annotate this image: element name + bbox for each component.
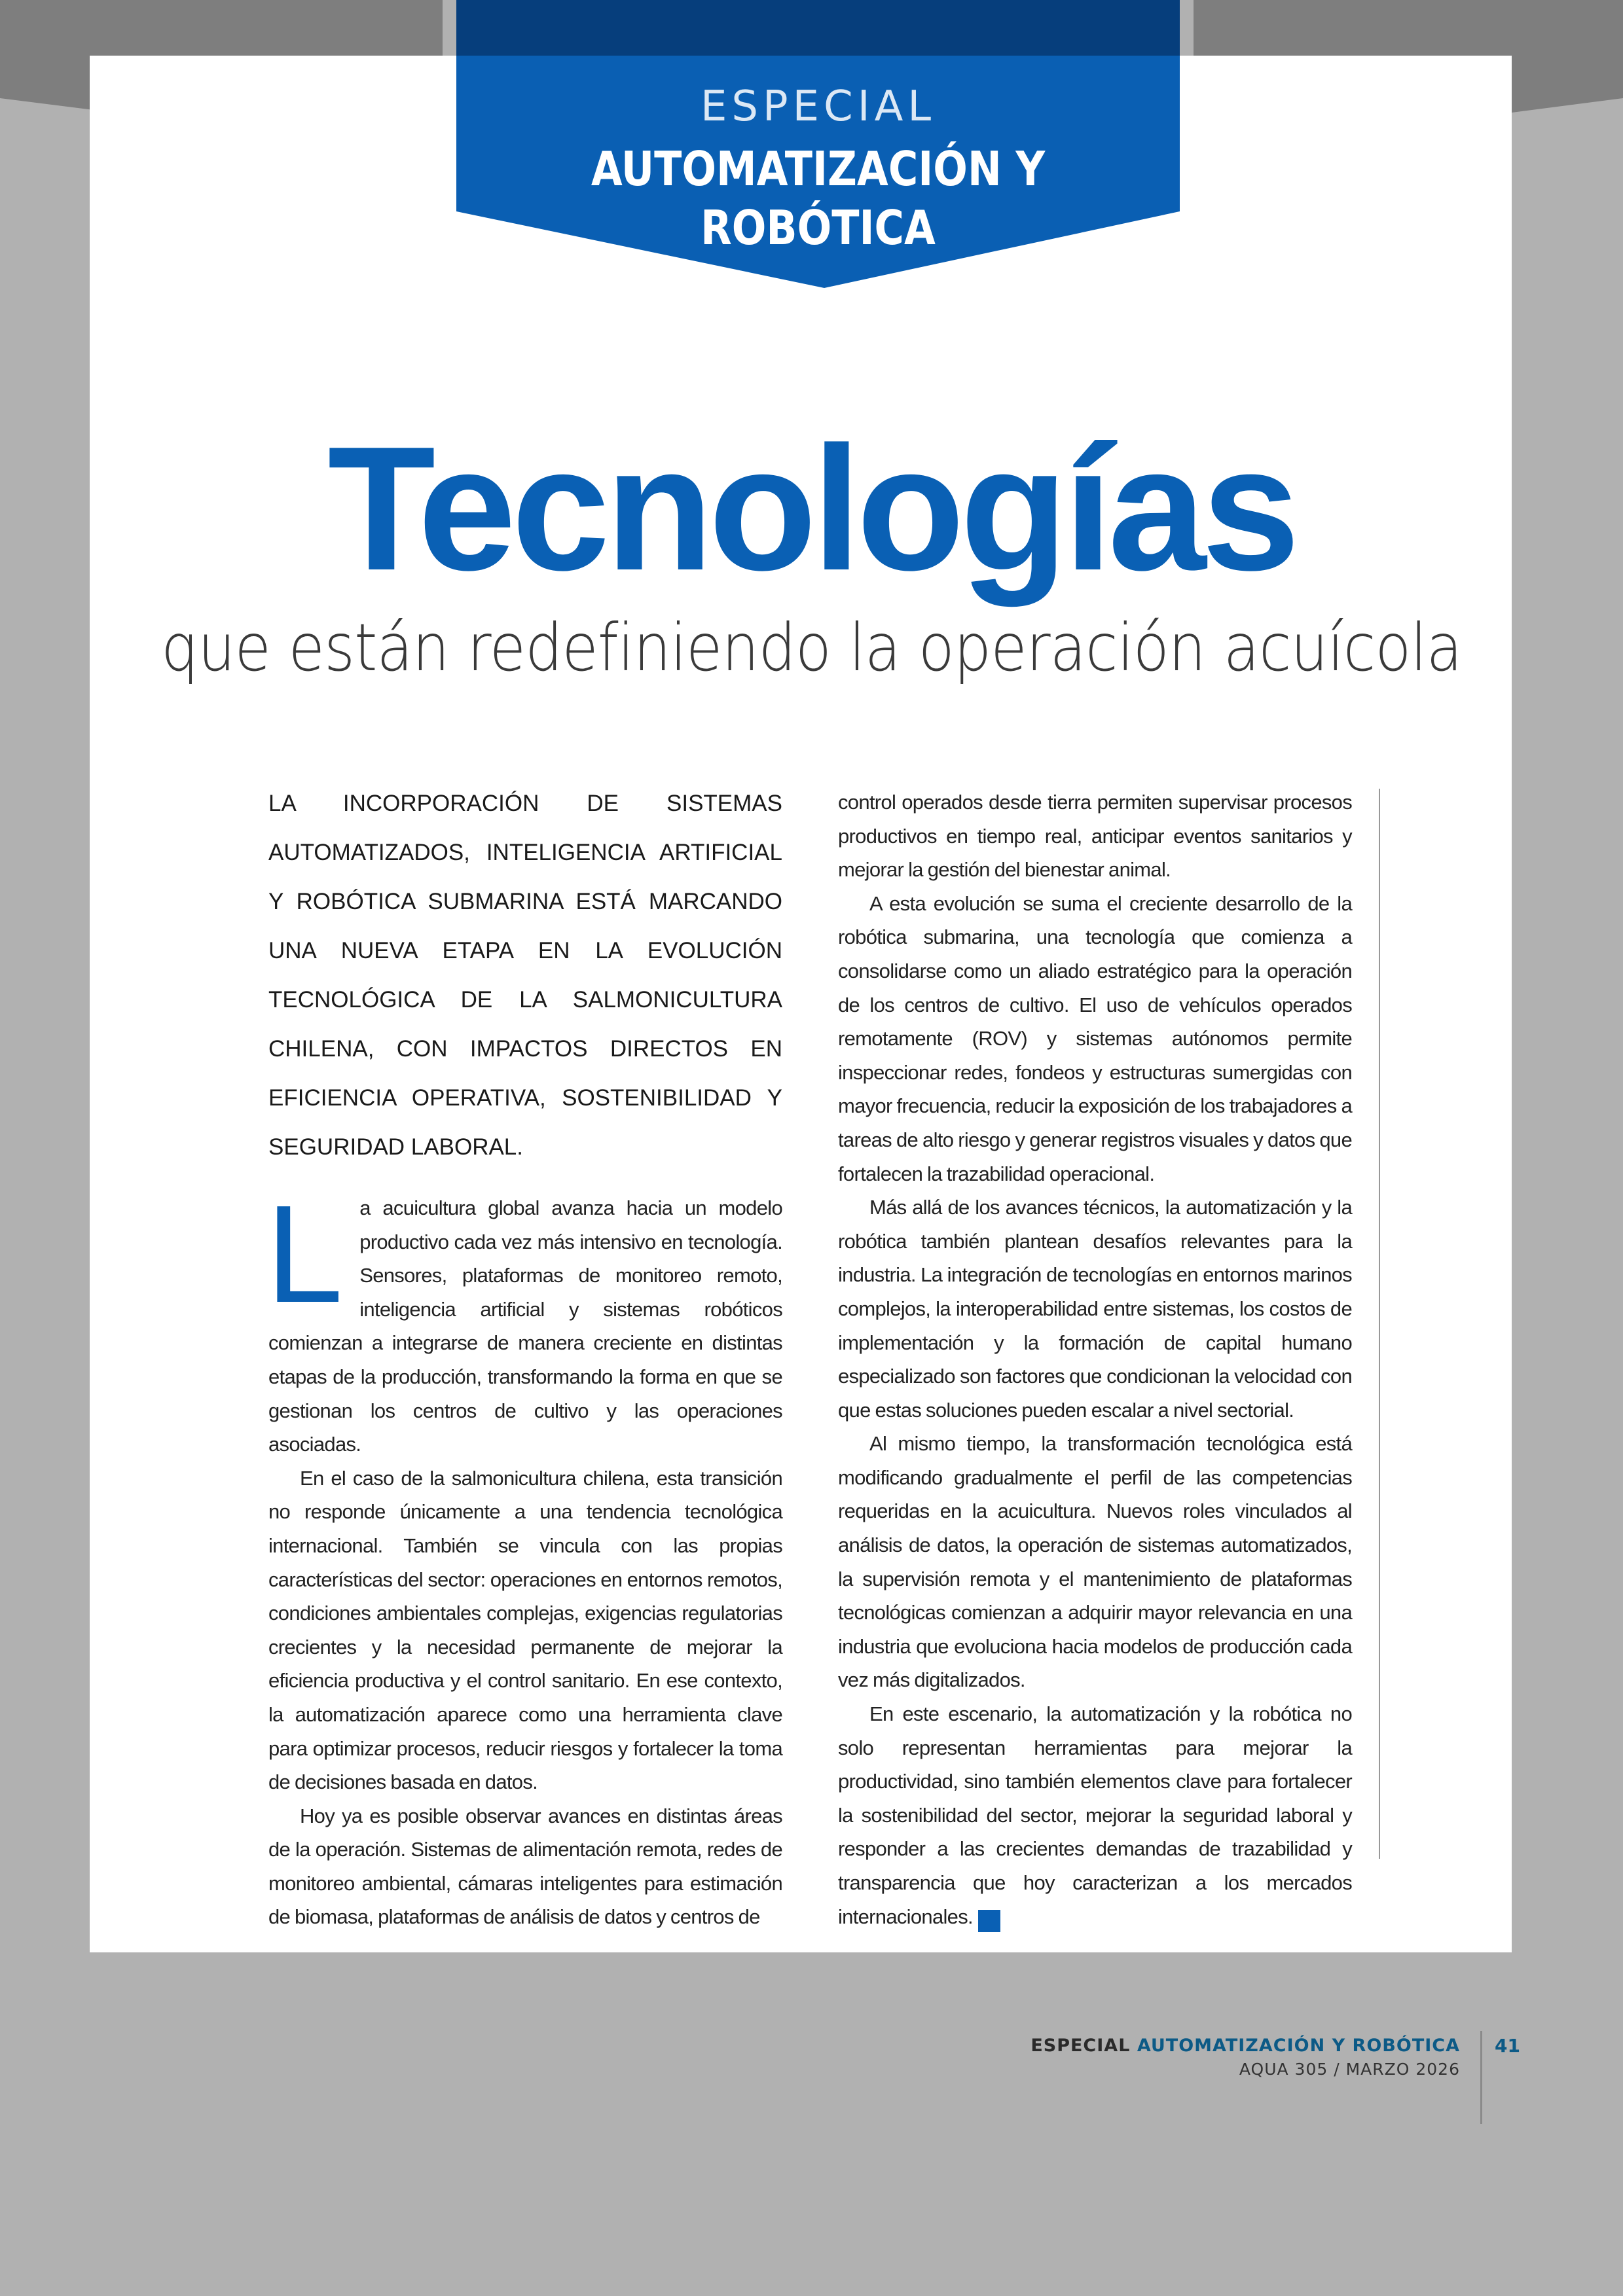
end-mark-icon: Q: [978, 1910, 1000, 1932]
column-rule: [1379, 789, 1380, 1859]
footer-section-topic: AUTOMATIZACIÓN Y ROBÓTICA: [1137, 2036, 1460, 2056]
body-paragraph-5: Más allá de los avances técnicos, la automatización y la robótica también plantean desafíos relevantes para la industria. La integración de tecnologías en entornos marinos complejos, la interoperabilidad entre sistemas, los costos de implementación y la formación de capital humano especializado son factores que condicionan la velocidad con que estas soluciones pueden escalar a nivel sectorial.: [838, 1196, 1352, 1422]
drop-cap: L: [266, 1176, 343, 1331]
body-paragraph-3-end: control operados desde tierra permiten supervisar procesos productivos en tiempo real, anticipar eventos sanitarios y mejorar la gestión del bienestar animal.: [838, 791, 1352, 882]
footer-section: [1030, 2034, 1460, 2058]
footer-issue: AQUA 305 / MARZO 2026: [1239, 2060, 1460, 2079]
body-paragraph-2: En el caso de la salmonicultura chilena, esta transición no responde únicamente a una tendencia tecnológica internacional. También se vincula con las propias características del sector: operaciones en entornos remotos, condiciones ambientales complejas, exigencias regulatorias crecientes y la necesidad permanente de mejorar la eficiencia productiva y el control sanitario. En ese contexto, la automatización aparece como una herramienta clave para optimizar procesos, reducir riesgos y fortalecer la toma de decisiones basada en datos.: [268, 1466, 782, 1794]
body-paragraph-1-text: a acuicultura global avanza hacia un modelo productivo cada vez más intensivo en tecnología. Sensores, plataformas de monitoreo remoto, inteligencia artificial y sistemas robóticos comienzan a integrarse de manera creciente en distintas etapas de la producción, transformando la forma en que se gestionan los centros de cultivo y las operaciones asociadas.: [268, 1196, 782, 1456]
body-paragraph-7-text: En este escenario, la automatización y la robótica no solo representan herramientas para mejorar la productividad, sino también elementos clave para fortalecer la sostenibilidad del sector, mejorar la seguridad laboral y responder a las crecientes demandas de trazabilidad y transparencia que hoy caracterizan a los mercados internacionales.: [838, 1702, 1352, 1928]
article-lead: LA INCORPORACIÓN DE SISTEMAS AUTOMATIZADOS, INTELIGENCIA ARTIFICIAL Y ROBÓTICA SUBMARINA ESTÁ MARCANDO UNA NUEVA ETAPA EN LA EVOLUCIÓN TECNOLÓGICA DE LA SALMONICULTURA CHILENA, CON IMPACTOS DIRECTOS EN EFICIENCIA OPERATIVA, SOSTENIBILIDAD Y SEGURIDAD LABORAL.: [268, 791, 782, 1160]
banner-title: AUTOMATIZACIÓN Y ROBÓTICA: [591, 141, 1046, 255]
footer-section-label: ESPECIAL: [1030, 2036, 1131, 2056]
body-paragraph-7: [838, 1697, 1352, 1933]
right-column: [838, 785, 1352, 1933]
banner-kicker: ESPECIAL: [700, 82, 936, 131]
footer-divider: [1480, 2031, 1482, 2124]
body-paragraph-3-start: Hoy ya es posible observar avances en distintas áreas de la operación. Sistemas de alimentación remota, redes de monitoreo ambiental, cámaras inteligentes para estimación de biomasa, plataformas de análisis de datos y centros de: [268, 1804, 782, 1929]
article-subtitle: que están redefiniendo la operación acuícola: [161, 609, 1462, 686]
article-title: Tecnologías: [327, 410, 1296, 607]
left-column: [266, 1176, 782, 1934]
body-paragraph-1: [266, 1176, 782, 1462]
page-footer: [1030, 2034, 1460, 2081]
body-paragraph-4: A esta evolución se suma el creciente desarrollo de la robótica submarina, una tecnología que comienza a consolidarse como un aliado estratégico para la operación de los centros de cultivo. El uso de vehículos operados remotamente (ROV) y sistemas autónomos permite inspeccionar redes, fondeos y estructuras sumergidas con mayor frecuencia, reducir la exposición de los trabajadores a tareas de alto riesgo y generar registros visuales y datos que fortalecen la trazabilidad operacional.: [838, 891, 1353, 1185]
body-paragraph-6: Al mismo tiempo, la transformación tecnológica está modificando gradualmente el perfil de las competencias requeridas en la acuicultura. Nuevos roles vinculados al análisis de datos, la operación de sistemas automatizados, la supervisión remota y el mantenimiento de plataformas tecnológicas comienzan a adquirir mayor relevancia en una industria que evoluciona hacia modelos de producción cada vez más digitalizados.: [838, 1432, 1352, 1692]
page-number: 41: [1495, 2035, 1520, 2056]
